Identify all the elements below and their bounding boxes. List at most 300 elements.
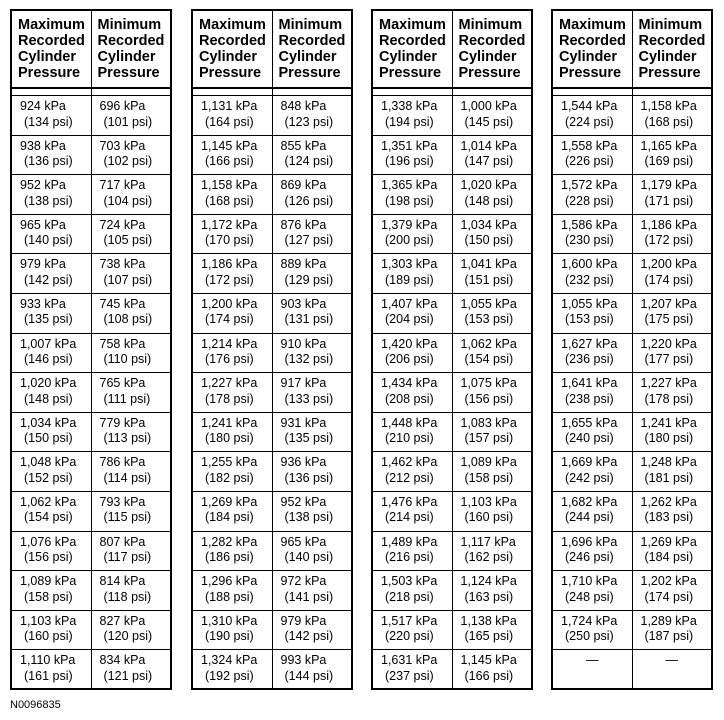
table-row: [11, 373, 171, 413]
psi-value: (158 psi): [24, 589, 73, 604]
kpa-value: 876 kPa: [280, 217, 327, 232]
min-pressure-cell: [272, 531, 352, 571]
header-line: Pressure: [97, 65, 160, 81]
header-line: Pressure: [379, 65, 442, 81]
max-pressure-cell: [11, 214, 91, 254]
max-pressure-cell: [372, 610, 452, 650]
max-pressure-cell: [11, 96, 91, 136]
max-pressure-cell: [192, 650, 272, 690]
psi-value: (166 psi): [464, 668, 514, 683]
kpa-value: 1,434 kPa: [381, 376, 438, 391]
psi-value: (110 psi): [103, 352, 152, 367]
kpa-value: 933 kPa: [20, 296, 66, 311]
max-pressure-cell: [372, 373, 452, 413]
min-pressure-cell: [272, 135, 352, 175]
min-pressure-cell: [452, 373, 532, 413]
kpa-value: 848 kPa: [280, 99, 327, 113]
psi-value: (136 psi): [24, 154, 73, 169]
max-pressure-cell: [11, 610, 91, 650]
psi-value: (102 psi): [103, 154, 153, 169]
psi-value: (133 psi): [284, 391, 334, 406]
psi-value: (212 psi): [385, 470, 434, 485]
header-line: Cylinder: [199, 49, 258, 65]
max-pressure-cell: [552, 452, 632, 492]
table-row: [372, 531, 532, 571]
table-row: [372, 96, 532, 136]
header-line: Recorded: [559, 33, 626, 49]
table-row: [192, 214, 352, 254]
table-row: [372, 333, 532, 373]
max-pressure-cell: [552, 175, 632, 215]
min-pressure-cell: [632, 175, 712, 215]
min-pressure-cell: [452, 571, 532, 611]
max-pressure-cell: [552, 96, 632, 136]
max-pressure-cell: [11, 491, 91, 531]
max-pressure-cell: [192, 610, 272, 650]
kpa-value: 827 kPa: [99, 613, 146, 628]
kpa-value: 1,282 kPa: [201, 534, 258, 549]
psi-value: (194 psi): [385, 114, 434, 129]
max-pressure-cell: [192, 214, 272, 254]
min-pressure-cell: [91, 650, 171, 690]
psi-value: (188 psi): [205, 589, 254, 604]
min-pressure-cell: [91, 333, 171, 373]
max-pressure-cell: [11, 333, 91, 373]
kpa-value: 1,600 kPa: [561, 257, 618, 272]
kpa-value: 965 kPa: [280, 534, 327, 549]
min-pressure-cell: [272, 571, 352, 611]
psi-value: (236 psi): [565, 352, 614, 367]
kpa-value: 779 kPa: [99, 415, 146, 430]
min-pressure-cell: [632, 571, 712, 611]
kpa-value: 1,269 kPa: [640, 534, 697, 549]
kpa-value: 1,220 kPa: [640, 336, 697, 351]
max-pressure-cell: [11, 254, 91, 294]
kpa-value: 1,207 kPa: [640, 296, 697, 311]
kpa-value: 1,062 kPa: [460, 336, 517, 351]
psi-value: (151 psi): [464, 272, 514, 287]
psi-value: (136 psi): [284, 470, 334, 485]
kpa-value: 1,214 kPa: [201, 336, 258, 351]
max-pressure-cell: [192, 333, 272, 373]
table-row: [11, 491, 171, 531]
kpa-value: 1,145 kPa: [460, 653, 517, 668]
max-pressure-cell: [11, 412, 91, 452]
max-pressure-cell: [192, 412, 272, 452]
table-row: [372, 135, 532, 175]
kpa-value: 1,227 kPa: [201, 376, 258, 391]
pressure-table-1: [10, 9, 172, 690]
min-pressure-cell: [91, 214, 171, 254]
psi-value: (244 psi): [565, 510, 614, 525]
psi-value: (115 psi): [103, 510, 152, 525]
header-line: Cylinder: [18, 49, 77, 65]
psi-value: (172 psi): [644, 233, 694, 248]
table-row: [552, 373, 712, 413]
table-row: [11, 452, 171, 492]
psi-value: (240 psi): [565, 431, 614, 446]
max-pressure-cell: [552, 214, 632, 254]
header-gap: [372, 88, 532, 96]
max-pressure-cell: [372, 650, 452, 690]
kpa-value: 1,655 kPa: [561, 415, 618, 430]
min-pressure-cell: [452, 650, 532, 690]
table-row: [192, 610, 352, 650]
header-line: Recorded: [278, 33, 346, 49]
psi-value: (176 psi): [205, 352, 254, 367]
kpa-value: 889 kPa: [280, 257, 327, 272]
kpa-value: 1,407 kPa: [381, 296, 438, 311]
psi-value: (117 psi): [103, 550, 152, 565]
psi-value: (214 psi): [385, 510, 434, 525]
kpa-value: 979 kPa: [20, 257, 66, 272]
psi-value: (127 psi): [284, 233, 334, 248]
psi-value: (168 psi): [644, 114, 694, 129]
header-line: Minimum: [278, 17, 343, 33]
table-row: [552, 214, 712, 254]
min-pressure-cell: [91, 531, 171, 571]
table-row: [552, 412, 712, 452]
psi-value: (141 psi): [284, 589, 334, 604]
kpa-value: 1,186 kPa: [201, 257, 258, 272]
kpa-value: 993 kPa: [280, 653, 327, 668]
psi-value: (177 psi): [644, 352, 694, 367]
table-row: [372, 373, 532, 413]
max-pressure-cell: [372, 333, 452, 373]
psi-value: (250 psi): [565, 629, 614, 644]
min-pressure-cell: [632, 135, 712, 175]
kpa-value: 1,338 kPa: [381, 99, 438, 113]
psi-value: (142 psi): [284, 629, 334, 644]
table-row: [11, 412, 171, 452]
min-pressure-cell: [632, 531, 712, 571]
psi-value: (138 psi): [284, 510, 334, 525]
psi-value: (181 psi): [644, 470, 694, 485]
min-pressure-cell: [452, 491, 532, 531]
kpa-value: 793 kPa: [99, 494, 146, 509]
psi-value: (178 psi): [205, 391, 254, 406]
psi-value: (144 psi): [284, 668, 334, 683]
psi-value: (154 psi): [24, 510, 73, 525]
min-pressure-cell: [452, 96, 532, 136]
psi-value: (218 psi): [385, 589, 434, 604]
kpa-value: 979 kPa: [280, 613, 327, 628]
table-row: [192, 650, 352, 690]
psi-value: (174 psi): [644, 272, 694, 287]
max-pressure-cell: [372, 571, 452, 611]
min-pressure-cell: [452, 254, 532, 294]
max-pressure-cell: [552, 135, 632, 175]
max-pressure-cell: [552, 650, 632, 690]
table-row: [552, 491, 712, 531]
kpa-value: 1,103 kPa: [20, 613, 77, 628]
psi-value: (118 psi): [103, 589, 152, 604]
kpa-value: —: [665, 653, 678, 668]
kpa-value: 1,041 kPa: [460, 257, 517, 272]
table-row: [192, 175, 352, 215]
max-pressure-cell: [11, 452, 91, 492]
header-line: Cylinder: [559, 49, 618, 65]
kpa-value: 1,089 kPa: [460, 455, 517, 470]
table-row: [11, 175, 171, 215]
kpa-value: 738 kPa: [99, 257, 146, 272]
kpa-value: 1,110 kPa: [20, 653, 76, 668]
psi-value: (186 psi): [205, 550, 254, 565]
kpa-value: 1,202 kPa: [640, 574, 697, 589]
table-row: [11, 254, 171, 294]
psi-value: (187 psi): [644, 629, 694, 644]
psi-value: (174 psi): [205, 312, 254, 327]
kpa-value: 924 kPa: [20, 99, 66, 113]
header-line: Maximum: [379, 17, 446, 33]
psi-value: (175 psi): [644, 312, 694, 327]
kpa-value: 717 kPa: [99, 178, 146, 193]
kpa-value: 1,489 kPa: [381, 534, 438, 549]
min-pressure-cell: [91, 610, 171, 650]
min-pressure-cell: [452, 135, 532, 175]
psi-value: (196 psi): [385, 154, 434, 169]
psi-value: (160 psi): [464, 510, 514, 525]
min-pressure-cell: [91, 412, 171, 452]
max-pressure-cell: [11, 135, 91, 175]
kpa-value: 1,310 kPa: [201, 613, 258, 628]
table-row: [372, 412, 532, 452]
psi-value: (166 psi): [205, 154, 254, 169]
min-pressure-cell: [272, 96, 352, 136]
kpa-value: 1,055 kPa: [561, 296, 618, 311]
max-pressure-cell: [11, 373, 91, 413]
min-pressure-cell: [272, 214, 352, 254]
kpa-value: 1,558 kPa: [561, 138, 618, 153]
kpa-value: 1,089 kPa: [20, 574, 77, 589]
kpa-value: 1,200 kPa: [640, 257, 697, 272]
kpa-value: 696 kPa: [99, 99, 146, 113]
max-pressure-cell: [552, 412, 632, 452]
psi-value: (152 psi): [24, 470, 73, 485]
kpa-value: 765 kPa: [99, 376, 146, 391]
kpa-value: 1,200 kPa: [201, 296, 258, 311]
min-pressure-cell: [91, 175, 171, 215]
kpa-value: 972 kPa: [280, 574, 327, 589]
kpa-value: 1,227 kPa: [640, 376, 697, 391]
header-maximum-pressure: [11, 10, 91, 88]
kpa-value: 745 kPa: [99, 296, 146, 311]
kpa-value: 1,117 kPa: [460, 534, 516, 549]
min-pressure-cell: [272, 491, 352, 531]
kpa-value: 758 kPa: [99, 336, 146, 351]
kpa-value: 1,586 kPa: [561, 217, 618, 232]
max-pressure-cell: [192, 96, 272, 136]
psi-value: (190 psi): [205, 629, 254, 644]
min-pressure-cell: [272, 610, 352, 650]
min-pressure-cell: [632, 452, 712, 492]
psi-value: (248 psi): [565, 589, 614, 604]
psi-value: (242 psi): [565, 470, 614, 485]
max-pressure-cell: [192, 373, 272, 413]
kpa-value: 1,724 kPa: [561, 613, 618, 628]
psi-value: (162 psi): [464, 550, 514, 565]
max-pressure-cell: [552, 293, 632, 333]
psi-value: (210 psi): [385, 431, 434, 446]
max-pressure-cell: [372, 175, 452, 215]
psi-value: (113 psi): [103, 431, 152, 446]
psi-value: (171 psi): [644, 193, 694, 208]
psi-value: (107 psi): [103, 272, 153, 287]
psi-value: (172 psi): [205, 272, 254, 287]
psi-value: (111 psi): [103, 391, 151, 406]
kpa-value: 1,020 kPa: [460, 178, 517, 193]
kpa-value: 1,462 kPa: [381, 455, 438, 470]
psi-value: (120 psi): [103, 629, 153, 644]
psi-value: (150 psi): [24, 431, 73, 446]
kpa-value: 1,255 kPa: [201, 455, 258, 470]
max-pressure-cell: [11, 650, 91, 690]
kpa-value: 1,324 kPa: [201, 653, 258, 668]
kpa-value: 1,262 kPa: [640, 494, 697, 509]
header-minimum-pressure: [91, 10, 171, 88]
table-row: [192, 96, 352, 136]
table-row: [11, 650, 171, 690]
psi-value: (198 psi): [385, 193, 434, 208]
header-line: Recorded: [638, 33, 706, 49]
kpa-value: 1,007 kPa: [20, 336, 77, 351]
header-line: Cylinder: [278, 49, 337, 65]
min-pressure-cell: [272, 293, 352, 333]
header-line: Recorded: [458, 33, 526, 49]
pressure-table-2: [191, 9, 353, 690]
psi-value: (140 psi): [24, 233, 73, 248]
min-pressure-cell: [452, 452, 532, 492]
figure-id: N0096835: [10, 699, 61, 711]
min-pressure-cell: [632, 610, 712, 650]
pressure-table-3: [371, 9, 533, 690]
min-pressure-cell: [632, 373, 712, 413]
table-row: [11, 531, 171, 571]
header-row: [552, 10, 712, 88]
table-row: [192, 412, 352, 452]
psi-value: (158 psi): [464, 470, 514, 485]
min-pressure-cell: [91, 293, 171, 333]
psi-value: (126 psi): [284, 193, 334, 208]
table-row: [552, 135, 712, 175]
min-pressure-cell: [452, 175, 532, 215]
kpa-value: 1,103 kPa: [460, 494, 517, 509]
kpa-value: 1,448 kPa: [381, 415, 438, 430]
max-pressure-cell: [372, 96, 452, 136]
max-pressure-cell: [11, 293, 91, 333]
table-row: [372, 491, 532, 531]
kpa-value: 1,641 kPa: [561, 376, 618, 391]
header-line: Pressure: [458, 65, 521, 81]
header-line: Pressure: [199, 65, 262, 81]
max-pressure-cell: [192, 491, 272, 531]
max-pressure-cell: [192, 254, 272, 294]
header-line: Minimum: [458, 17, 523, 33]
psi-value: (169 psi): [644, 154, 694, 169]
pressure-table-4: [551, 9, 713, 690]
header-maximum-pressure: [552, 10, 632, 88]
max-pressure-cell: [552, 531, 632, 571]
table-row: [192, 293, 352, 333]
min-pressure-cell: [632, 293, 712, 333]
max-pressure-cell: [192, 293, 272, 333]
header-line: Maximum: [18, 17, 85, 33]
kpa-value: 1,062 kPa: [20, 494, 77, 509]
table-row: [552, 610, 712, 650]
table-row: [192, 135, 352, 175]
psi-value: (170 psi): [205, 233, 254, 248]
kpa-value: 1,289 kPa: [640, 613, 697, 628]
kpa-value: —: [586, 653, 599, 668]
min-pressure-cell: [272, 254, 352, 294]
min-pressure-cell: [272, 650, 352, 690]
max-pressure-cell: [11, 531, 91, 571]
max-pressure-cell: [11, 175, 91, 215]
psi-value: (184 psi): [205, 510, 254, 525]
psi-value: (232 psi): [565, 272, 614, 287]
kpa-value: 1,503 kPa: [381, 574, 438, 589]
kpa-value: 1,627 kPa: [561, 336, 618, 351]
max-pressure-cell: [192, 531, 272, 571]
header-line: Recorded: [97, 33, 165, 49]
min-pressure-cell: [632, 214, 712, 254]
max-pressure-cell: [372, 293, 452, 333]
kpa-value: 1,075 kPa: [460, 376, 517, 391]
psi-value: (145 psi): [464, 114, 514, 129]
min-pressure-cell: [272, 333, 352, 373]
table-row: [11, 96, 171, 136]
kpa-value: 965 kPa: [20, 217, 66, 232]
psi-value: (220 psi): [385, 629, 434, 644]
header-line: Minimum: [97, 17, 162, 33]
psi-value: (105 psi): [103, 233, 153, 248]
max-pressure-cell: [192, 571, 272, 611]
max-pressure-cell: [372, 135, 452, 175]
kpa-value: 903 kPa: [280, 296, 327, 311]
kpa-value: 1,544 kPa: [561, 99, 618, 113]
psi-value: (148 psi): [24, 391, 73, 406]
max-pressure-cell: [372, 452, 452, 492]
min-pressure-cell: [632, 491, 712, 531]
min-pressure-cell: [91, 96, 171, 136]
min-pressure-cell: [272, 175, 352, 215]
max-pressure-cell: [372, 412, 452, 452]
psi-value: (124 psi): [284, 154, 334, 169]
table-row: [11, 610, 171, 650]
psi-value: (204 psi): [385, 312, 434, 327]
psi-value: (180 psi): [644, 431, 694, 446]
min-pressure-cell: [632, 96, 712, 136]
kpa-value: 1,034 kPa: [20, 415, 77, 430]
kpa-value: 1,572 kPa: [561, 178, 618, 193]
psi-value: (230 psi): [565, 233, 614, 248]
psi-value: (104 psi): [103, 193, 153, 208]
psi-value: (216 psi): [385, 550, 434, 565]
table-row: [372, 610, 532, 650]
psi-value: (134 psi): [24, 114, 73, 129]
kpa-value: 855 kPa: [280, 138, 327, 153]
table-row: [11, 333, 171, 373]
header-maximum-pressure: [192, 10, 272, 88]
min-pressure-cell: [452, 333, 532, 373]
psi-value: (178 psi): [644, 391, 694, 406]
psi-value: (228 psi): [565, 193, 614, 208]
header-line: Maximum: [559, 17, 626, 33]
header-row: [372, 10, 532, 88]
min-pressure-cell: [452, 412, 532, 452]
table-row: [372, 175, 532, 215]
header-line: Cylinder: [458, 49, 517, 65]
